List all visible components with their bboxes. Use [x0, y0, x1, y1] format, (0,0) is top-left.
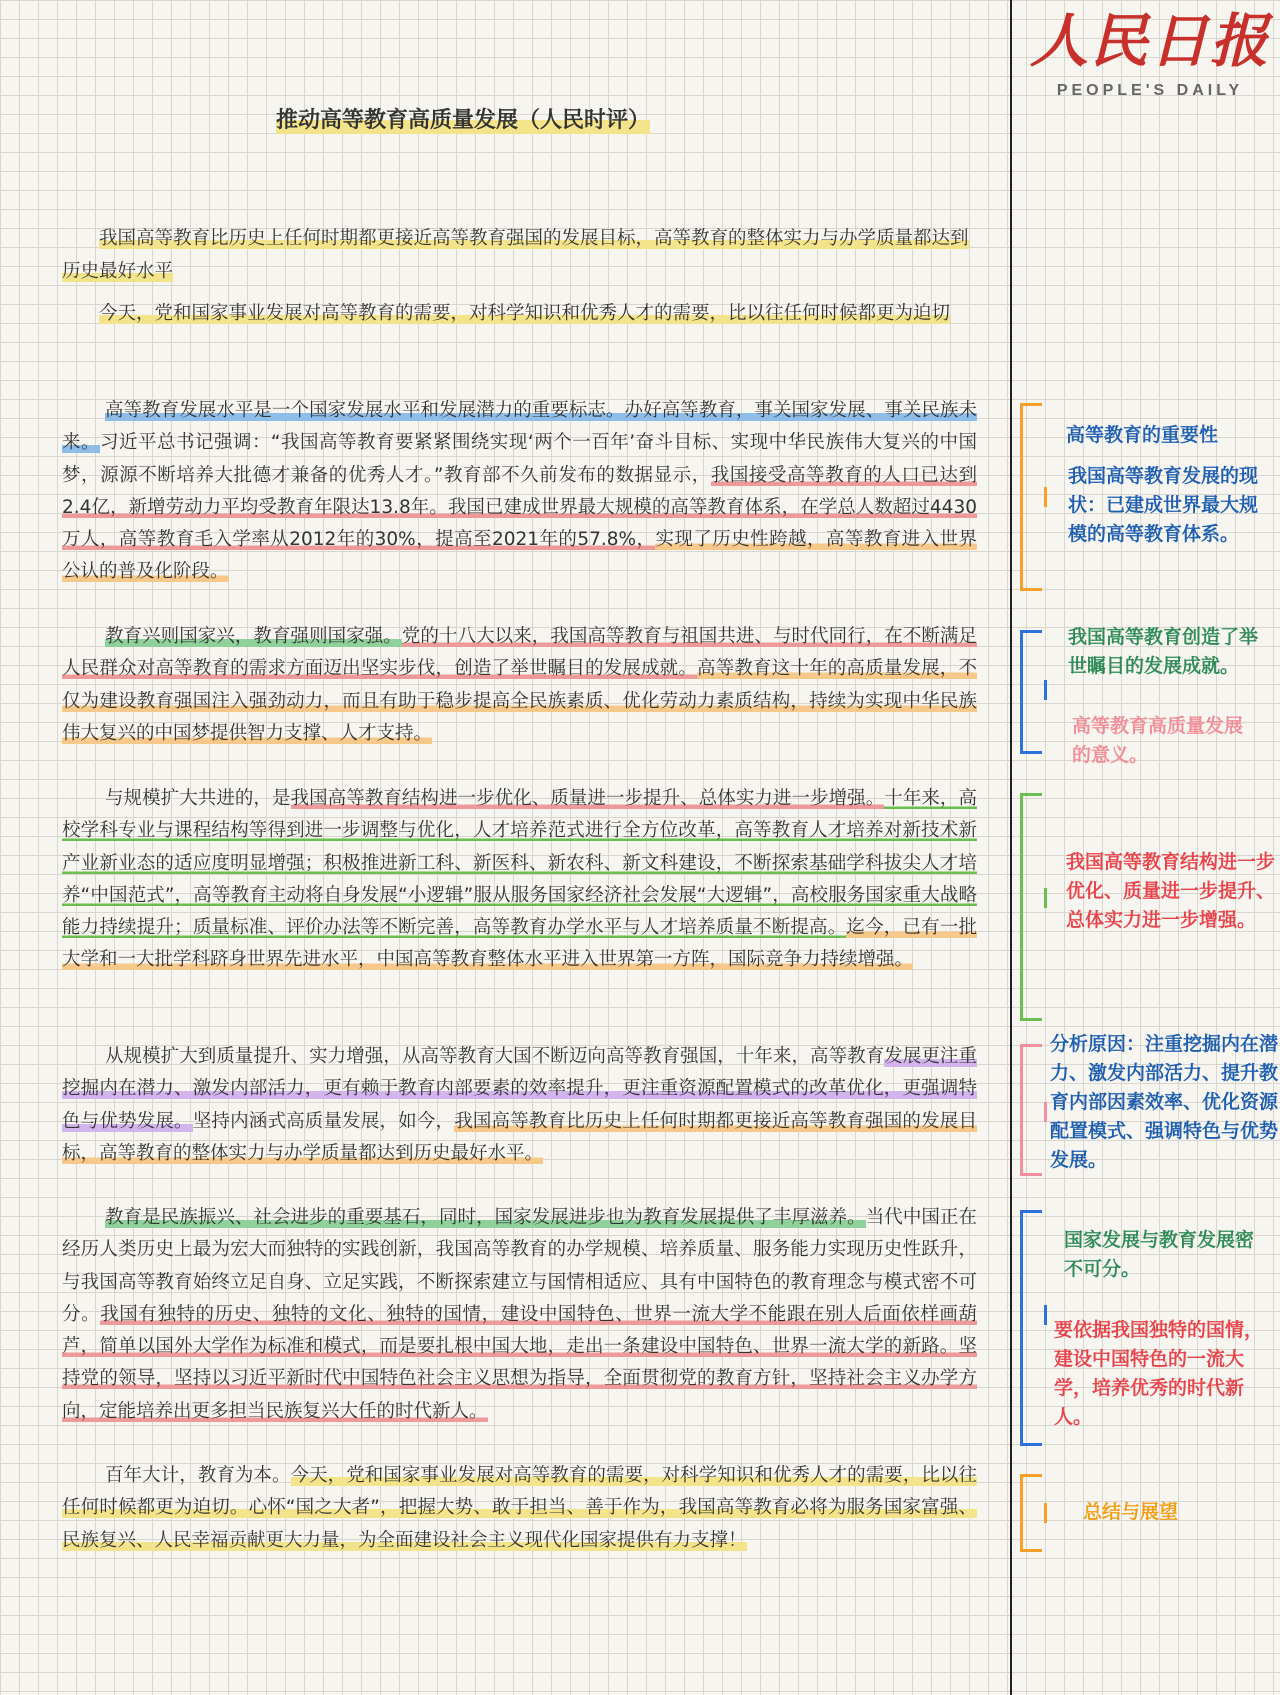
p5-highlight-red: 我国有独特的历史、独特的文化、独特的国情，建设中国特色、世界一流大学不能跟在别人后面依样画葫芦，简单以国外大学作为标准和模式，而是要扎根中国大地，走出一条建设中国特色、世界一流大学的新路。坚持党的领导，坚持以习近平新时代中国特色社会主义思想为指导，全面贯彻党的教育方针，坚持社会主义办学方向，定能培养出更多担当民族复兴大任的时代新人。 — [62, 1303, 977, 1422]
bracket-2-bottom — [1020, 751, 1042, 754]
p1-highlight-orange: 实现了历史性跨越，高等教育进入世界公认的普及化阶段。 — [62, 529, 977, 583]
note-importance: 高等教育的重要性 — [1066, 424, 1219, 446]
intro-paragraph-2 — [62, 297, 977, 330]
bracket-5-top — [1020, 1210, 1042, 1213]
bracket-4-tick — [1044, 1102, 1047, 1122]
p2-highlight-red: 党的十八大以来，我国高等教育与祖国共进、与时代同行，在不断满足人民群众对高等教育的需求方面迈出坚实步伐，创造了举世瞩目的发展成就。 — [62, 626, 977, 680]
bracket-3-tick — [1044, 888, 1047, 908]
p2-highlight-green: 教育兴则国家兴，教育强则国家强。 — [105, 626, 402, 647]
bracket-4-top — [1020, 1044, 1042, 1047]
article-paragraph-4 — [62, 1041, 977, 1170]
bracket-2-top — [1020, 630, 1042, 633]
p4-lead: 从规模扩大到质量提升、实力增强，从高等教育大国不断迈向高等教育强国，十年来，高等教育 — [105, 1046, 885, 1067]
logo-english-text: PEOPLE'S DAILY — [1056, 82, 1244, 99]
margin-divider-line — [1010, 0, 1012, 1695]
bracket-5-bottom — [1020, 1443, 1042, 1446]
p3-highlight-orange: 迄今，已有一批大学和一大批学科跻身世界先进水平，中国高等教育整体水平进入世界第一方阵，国际竞争力持续增强。 — [62, 917, 977, 971]
p3-highlight-green: 十年来，高校学科专业与课程结构等得到进一步调整与优化，人才培养范式进行全方位改革，高等教育人才培养对新技术新产业新业态的适应度明显增强；积极推进新工科、新医科、新农科、新文科建设，不断探索基础学科拔尖人才培养“中国范式”，高等教育主动将自身发展“小逻辑”服从服务国家经济社会发展“大逻辑”，高校服务国家重大战略能力持续提升；质量标准、评价办法等不断完善，高等教育办学水平与人才培养质量不断提高。 — [62, 788, 977, 939]
p6-highlight-yellow: 今天，党和国家事业发展对高等教育的需要，对科学知识和优秀人才的需要，比以往任何时候都更为迫切。心怀“国之大者”，把握大势、敢于担当、善于作为，我国高等教育必将为服务国家富强、民族复兴、人民幸福贡献更大力量，为全面建设社会主义现代化国家提供有力支撑！ — [62, 1465, 977, 1551]
article-title: 推动高等教育高质量发展（人民时评） — [276, 103, 650, 134]
bracket-6-bottom — [1020, 1549, 1042, 1552]
bracket-3-bottom — [1020, 1018, 1042, 1021]
p4-text: 坚持内涵式高质量发展，如今， — [192, 1110, 455, 1132]
bracket-4-bottom — [1020, 1173, 1042, 1176]
note-significance: 高等教育高质量发展的意义。 — [1072, 715, 1244, 766]
p4-highlight-purple: 发展更注重挖掘内在潜力、激发内部活力，更有赖于教育内部要素的效率提升，更注重资源配置模式的改革优化，更强调特色与优势发展。 — [62, 1046, 977, 1132]
bracket-3 — [1020, 793, 1023, 1021]
p2-highlight-orange: 高等教育这十年的高质量发展，不仅为建设教育强国注入强劲动力，而且有助于稳步提高全民族素质、优化劳动力素质结构，持续为实现中华民族伟大复兴的中国梦提供智力支撑、人才支持。 — [62, 658, 977, 744]
article-paragraph-6 — [62, 1460, 977, 1557]
article-paragraph-1 — [62, 395, 977, 589]
bracket-5 — [1020, 1210, 1023, 1446]
bracket-6-tick — [1044, 1503, 1047, 1523]
article-paragraph-5 — [62, 1202, 977, 1428]
p3-highlight-red: 我国高等教育结构进一步优化、质量进一步提升、总体实力进一步增强。 — [290, 788, 885, 809]
note-structure-optimized: 我国高等教育结构进一步优化、质量进一步提升、总体实力进一步增强。 — [1066, 851, 1276, 931]
logo-chinese-text: 人民日报 — [1029, 7, 1270, 75]
p1-highlight-red: 我国接受高等教育的人口已达到2.4亿，新增劳动力平均受教育年限达13.8年。我国已建成世界最大规模的高等教育体系，在学总人数超过4430万人，高等教育毛入学率从2012年的30%，提高至2021年的57.8%， — [62, 464, 977, 551]
bracket-5-tick — [1044, 1305, 1047, 1325]
p4-highlight-orange: 我国高等教育比历史上任何时期都更接近高等教育强国的发展目标，高等教育的整体实力与办学质量都达到历史最好水平。 — [62, 1110, 977, 1164]
note-development-link: 国家发展与教育发展密不可分。 — [1064, 1229, 1255, 1280]
bracket-6 — [1020, 1474, 1023, 1552]
note-analysis-reasons: 分析原因：注重挖掘内在潜力、激发内部活力、提升教育内部因素效率、优化资源配置模式、强调特色与优势发展。 — [1050, 1033, 1279, 1171]
article-paragraph-3 — [62, 783, 977, 977]
bracket-4 — [1020, 1044, 1023, 1176]
bracket-6-top — [1020, 1474, 1042, 1477]
p1-text: 习近平总书记强调：“我国高等教育要紧紧围绕实现‘两个一百年’奋斗目标、实现中华民族伟大复兴的中国梦，源源不断培养大批德才兼备的优秀人才。”教育部不久前发布的数据显示， — [62, 432, 977, 486]
bracket-1-bottom — [1020, 588, 1042, 591]
note-achievements: 我国高等教育创造了举世瞩目的发展成就。 — [1068, 626, 1259, 677]
intro-2-text: 今天，党和国家事业发展对高等教育的需要，对科学知识和优秀人才的需要，比以往任何时候都更为迫切 — [99, 303, 951, 324]
bracket-2-tick — [1044, 680, 1047, 700]
bracket-1 — [1020, 403, 1023, 591]
note-summary-outlook: 总结与展望 — [1083, 1501, 1179, 1523]
p3-lead: 与规模扩大共进的，是 — [105, 788, 291, 809]
bracket-3-top — [1020, 793, 1042, 796]
intro-paragraph-1 — [62, 222, 977, 288]
p5-highlight-green: 教育是民族振兴、社会进步的重要基石，同时，国家发展进步也为教育发展提供了丰厚滋养。 — [105, 1207, 866, 1228]
p5-text: 当代中国正在经历人类历史上最为宏大而独特的实践创新，我国高等教育的办学规模、培养质量、服务能力实现历史性跃升，与我国高等教育始终立足自身、立足实践，不断探索建立与国情相适应、具有中国特色的教育理念与模式密不可分。 — [62, 1207, 977, 1325]
bracket-1-top — [1020, 403, 1042, 406]
note-national-conditions: 要依据我国独特的国情，建设中国特色的一流大学，培养优秀的时代新人。 — [1054, 1319, 1264, 1428]
article-paragraph-2 — [62, 621, 977, 750]
p6-lead: 百年大计，教育为本。 — [105, 1465, 291, 1486]
bracket-1-tick — [1044, 487, 1047, 507]
note-current-status: 我国高等教育发展的现状：已建成世界最大规模的高等教育体系。 — [1068, 465, 1259, 545]
intro-1-text: 我国高等教育比历史上任何时期都更接近高等教育强国的发展目标，高等教育的整体实力与办学质量都达到历史最好水平 — [62, 228, 969, 282]
peoples-daily-logo — [1022, 0, 1278, 120]
bracket-2 — [1020, 630, 1023, 754]
p1-highlight-blue: 高等教育发展水平是一个国家发展水平和发展潜力的重要标志。办好高等教育，事关国家发展、事关民族未来。 — [62, 400, 977, 454]
